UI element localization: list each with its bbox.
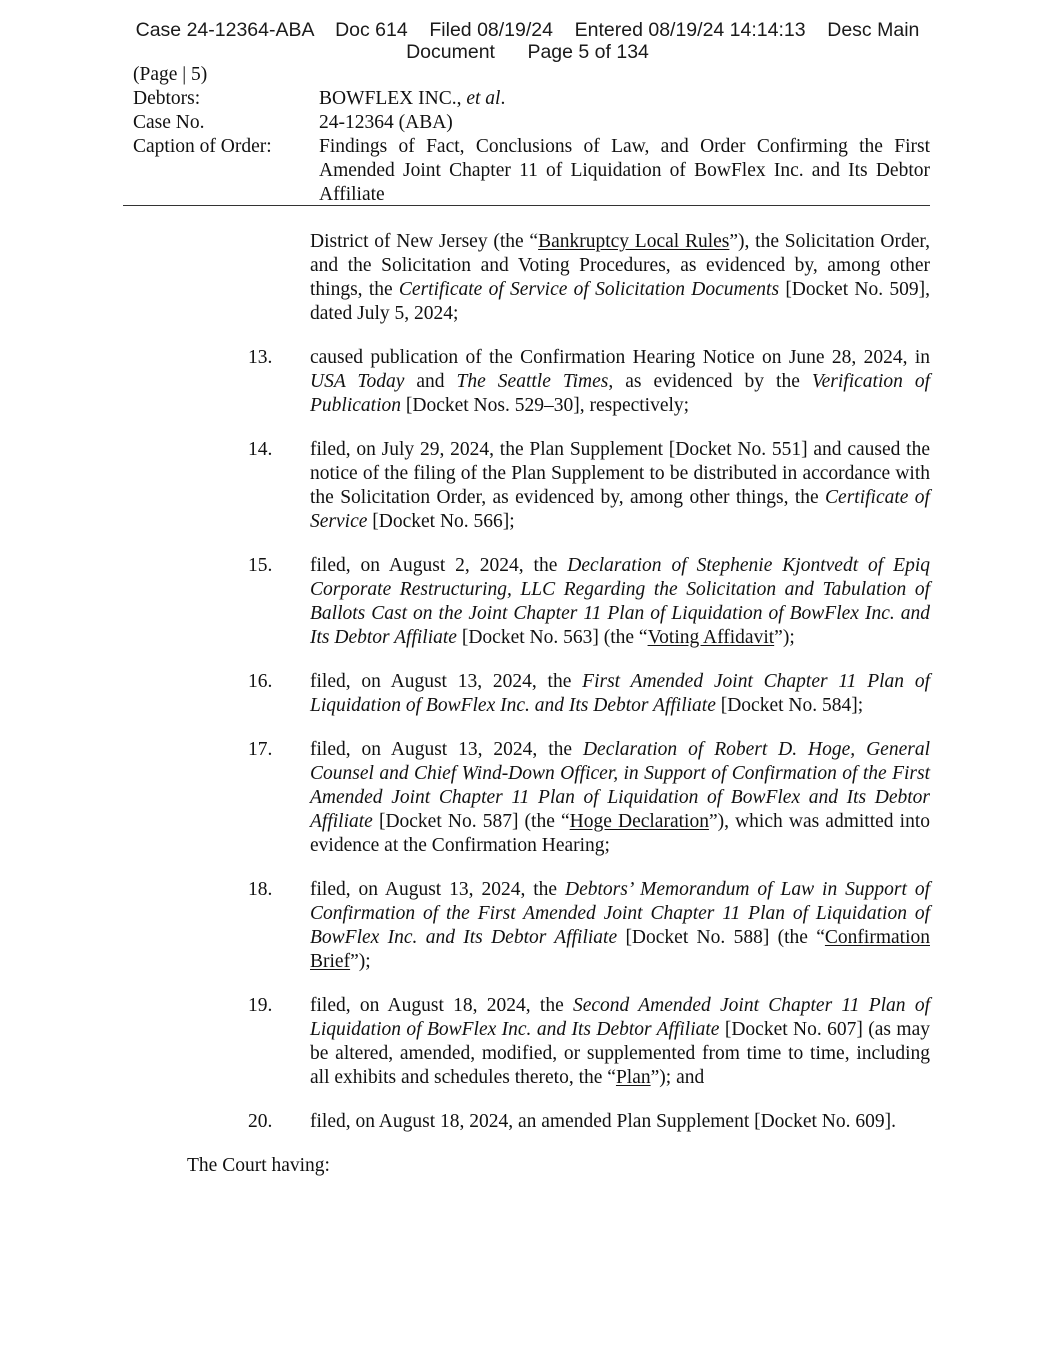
document-body [0,230,1055,1178]
item-number: 20. [248,1111,273,1132]
list-item: 13. caused publication of the Confirmation Hearing Notice on June 28, 2024, in USA Today and The Seattle Times, as evidenced by the Verification of Publication [Docket Nos. 529–30], respectively; [248,347,931,416]
caption-of-order-label: Caption of Order: [133,136,272,157]
filing-stamp-line1: Case 24-12364-ABA Doc 614 Filed 08/19/24 Entered 08/19/24 14:14:13 Desc Main [135,19,920,41]
order-caption [133,63,930,207]
item-number: 16. [248,671,273,692]
caption-divider [123,205,930,206]
debtors-label: Debtors: [133,88,201,109]
filing-stamp-header [0,19,1055,63]
closing-line: The Court having: [187,1155,330,1176]
list-item: 17. filed, on August 13, 2024, the Declaration of Robert D. Hoge, General Counsel and Chief Wind-Down Officer, in Support of Confirmation of the First Amended Joint Chapter 11 Plan of Liquidation of BowFlex and Its Debtor Affiliate [Docket No. 587] (the “Hoge Declaration”), which was admitted into evidence at the Confirmation Hearing; [248,739,930,856]
case-number-value: 24-12364 (ABA) [319,112,453,133]
list-item: 18. filed, on August 13, 2024, the Debtors’ Memorandum of Law in Support of Confirmation of the First Amended Joint Chapter 11 Plan of Liquidation of BowFlex Inc. and Its Debtor Affiliate [Docket No. 588] (the “Confirmation Brief”); [248,879,930,972]
continued-paragraph: District of New Jersey (the “Bankruptcy Local Rules”), the Solicitation Order, and the Solicitation and Voting Procedures, as evidenced by, among other things, the Certificate of Service of Solicitation Documents [Docket No. 509], dated July 5, 2024; [310,231,930,324]
item-number: 18. [248,879,273,900]
item-number: 14. [248,439,273,460]
caption-of-order-value: Findings of Fact, Conclusions of Law, and Order Confirming the First Amended Joint Chapter 11 of Liquidation of BowFlex Inc. and Its Debtor Affiliate [319,136,930,205]
filing-stamp-line2: Document Page 5 of 134 [406,41,649,63]
item-number: 15. [248,555,273,576]
list-item: 14. filed, on July 29, 2024, the Plan Supplement [Docket No. 551] and caused the notice of the filing of the Plan Supplement to be distributed in accordance with the Solicitation Order, as evidenced by, among other things, the Certificate of Service [Docket No. 566]; [248,439,930,532]
list-item: 16. filed, on August 13, 2024, the First Amended Joint Chapter 11 Plan of Liquidation of BowFlex Inc. and Its Debtor Affiliate [Docket No. 584]; [248,671,930,716]
case-number-label: Case No. [133,112,205,133]
item-number: 19. [248,995,273,1016]
list-item: 20. filed, on August 18, 2024, an amended Plan Supplement [Docket No. 609]. [248,1111,896,1132]
list-item: 15. filed, on August 2, 2024, the Declaration of Stephenie Kjontvedt of Epiq Corporate Restructuring, LLC Regarding the Solicitation and Tabulation of Ballots Cast on the Joint Chapter 11 Plan of Liquidation of BowFlex Inc. and Its Debtor Affiliate [Docket No. 563] (the “Voting Affidavit”); [248,555,930,648]
list-item: 19. filed, on August 18, 2024, the Second Amended Joint Chapter 11 Plan of Liquidation of BowFlex Inc. and Its Debtor Affiliate [Docket No. 607] (as may be altered, amended, modified, or supplemented from time to time, including all exhibits and schedules thereto, the “Plan”); and [248,995,930,1088]
item-number: 13. [248,347,273,368]
item-number: 17. [248,739,273,760]
page-marker: (Page | 5) [133,64,208,85]
debtors-value: BOWFLEX INC., et al. [319,88,506,109]
